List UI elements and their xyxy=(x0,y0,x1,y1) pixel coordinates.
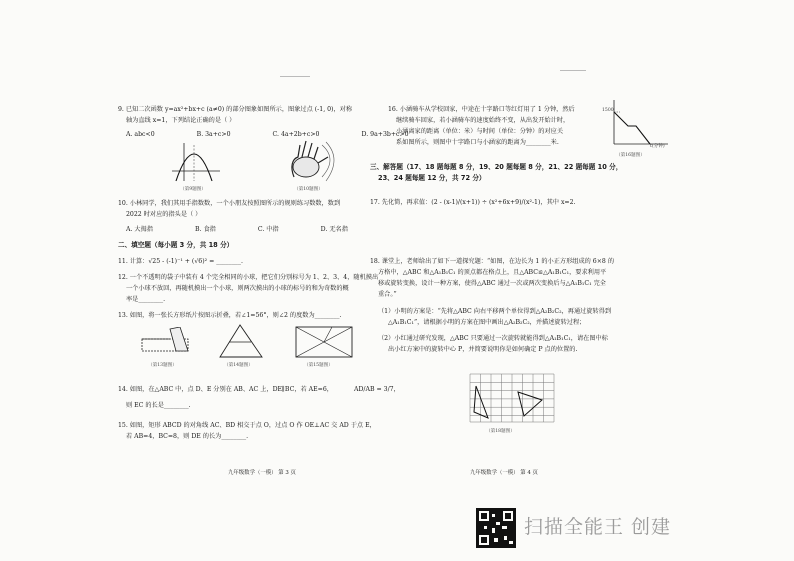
q18-part1-text: △A₁B₁C₁”，请根据小明的方案在图中画出△A₂B₂C₂，并描述旋转过程； xyxy=(388,319,586,326)
q18-text: 移或旋转变换，设计一种方案，使得△ABC 通过一次或两次变换后与△A₁B₁C₁ 完全 xyxy=(378,280,606,287)
q18-part2-text: （2）小红通过研究发现，△ABC 只要通过一次旋转就能得到△A₁B₁C₁，请在图中标 xyxy=(378,335,608,342)
q12-text: 12. 一个不透明的袋子中装有 4 个完全相同的小球，把它们分别标号为 1、2、3、4，随机摸出 xyxy=(118,274,379,281)
q15-text: 若 AB=4，BC=8，则 DE 的长为________. xyxy=(126,433,249,440)
q16-y-label: 1500 xyxy=(602,108,614,113)
q10-figure-caption: （第10题图） xyxy=(294,187,323,192)
qr-code-icon xyxy=(476,508,516,548)
q18-part1-text: （1）小明的方案是：“先将△ABC 向右平移两个单位得到△A₂B₂C₂，再通过旋转得到 xyxy=(378,308,612,315)
q14-fraction: AD/AB = 3/7， xyxy=(354,386,400,393)
q10-option-c: C. 中指 xyxy=(257,226,279,233)
q16-text: 系如图所示，则图中十字路口与小涵家的距离为________米. xyxy=(396,139,559,146)
left-page-footer: 九年级数学（一模） 第 3 页 xyxy=(228,470,296,476)
q12-text: 率是________. xyxy=(126,296,166,303)
q9-parabola-figure xyxy=(170,141,222,183)
q16-x-unit: t(分钟) xyxy=(650,144,665,149)
q18-part2-text: 出小红方案中的旋转中心 P，并简要说明你是如何确定 P 点的位置的. xyxy=(388,346,578,353)
q13-figure-caption: （第13题图） xyxy=(148,363,177,368)
q16-text: 16. 小涵骑车从学校回家，中途在十字路口等红灯用了 1 分钟，然后 xyxy=(388,106,575,113)
q18-grid-figure xyxy=(468,372,556,424)
q11-text: 11. 计算：√25 - (-1)⁻¹ + (√6)² = ________. xyxy=(118,258,243,265)
q18-text: 方格中，△ABC 和△A₁B₁C₁ 的顶点都在格点上，且△ABC≌△A₁B₁C₁，要求利用平 xyxy=(378,269,607,276)
q15-rectangle-figure xyxy=(294,325,354,359)
q15-figure-caption: （第15题图） xyxy=(304,363,333,368)
q13-text: 13. 如图，将一张长方形纸片按图示折叠，若∠1=56°，则∠2 的度数为________. xyxy=(118,312,342,319)
q10-option-d: D. 无名指 xyxy=(320,226,348,233)
q18-figure-caption: （第18题图） xyxy=(486,429,515,434)
q14-text: 14. 如图，在△ABC 中，点 D、E 分别在 AB、AC 上，DE∥BC，若 AE=6， xyxy=(118,386,333,393)
q10-hand-figure xyxy=(282,137,342,185)
scan-artifact-line xyxy=(560,70,586,71)
q18-text: 18. 课堂上，老师给出了如下一道探究题：“如图，在边长为 1 的小正方形组成的 6×8 的 xyxy=(370,258,615,265)
q14-figure-caption: （第14题图） xyxy=(224,363,253,368)
q9-option-d: D. 9a+3b+c>0 xyxy=(361,131,409,138)
q14-triangle-figure xyxy=(218,323,264,361)
q18-text: 重合。” xyxy=(378,291,397,298)
q13-fold-figure xyxy=(140,327,198,357)
section-3-heading: 三、解答题（17、18 题每题 8 分，19、20 题每题 8 分，21、22 题每题 10 分， xyxy=(370,163,623,171)
q16-text: 继续骑车回家，若小涵骑车的速度始终不变，从出发开始计时， xyxy=(396,117,570,124)
q10-options xyxy=(126,225,390,234)
section-3-heading: 23、24 题每题 12 分，共 72 分） xyxy=(378,174,486,182)
q10-option-b: B. 食指 xyxy=(194,226,216,233)
scanner-watermark: 扫描全能王 创建 xyxy=(524,516,672,538)
q9-option-b: B. 3a+c>0 xyxy=(196,131,231,138)
q14-text: 则 EC 的长是________. xyxy=(126,402,191,409)
q10-text: 10. 小林同学，我们其用手指数数，一个小朋友按照图所示的规则练习数数，数到 xyxy=(118,200,341,207)
q9-option-a: A. abc<0 xyxy=(126,131,155,138)
q10-option-a: A. 大拇指 xyxy=(126,226,153,233)
scan-artifact-line xyxy=(280,76,310,77)
q16-figure-caption: （第16题图） xyxy=(616,153,645,158)
right-page-footer: 九年级数学（一模） 第 4 页 xyxy=(470,470,538,476)
q15-text: 15. 如图，矩形 ABCD 的对角线 AC、BD 相交于点 O，过点 O 作 OE⊥AC 交 AD 于点 E， xyxy=(118,422,376,429)
q16-text: 小涵离家的距离（单位：米）与时间（单位：分钟）的对应关 xyxy=(396,128,564,135)
q10-text: 2022 时对应的指头是（ ） xyxy=(126,211,202,218)
q9-text: 9. 已知二次函数 y=ax²+bx+c (a≠0) 的部分图象如图所示，图象过点 (-1, 0)，对称 xyxy=(118,106,353,113)
section-2-heading: 二、填空题（每小题 3 分，共 18 分） xyxy=(118,241,234,249)
q12-text: 一个小球不放回，再随机摸出一个小球，则两次摸出的小球的标号的和为奇数的概 xyxy=(126,285,349,292)
q17-text: 17. 先化简，再求值：(2 - (x-1)/(x+1)) ÷ (x²+6x+9)/(x²-1)，其中 x=2. xyxy=(370,199,576,206)
q9-text: 轴为直线 x=1，下列结论正确的是（ ） xyxy=(126,117,236,124)
q9-option-c: C. 4a+2b+c>0 xyxy=(272,131,320,138)
q9-figure-caption: （第9题图） xyxy=(180,187,206,192)
